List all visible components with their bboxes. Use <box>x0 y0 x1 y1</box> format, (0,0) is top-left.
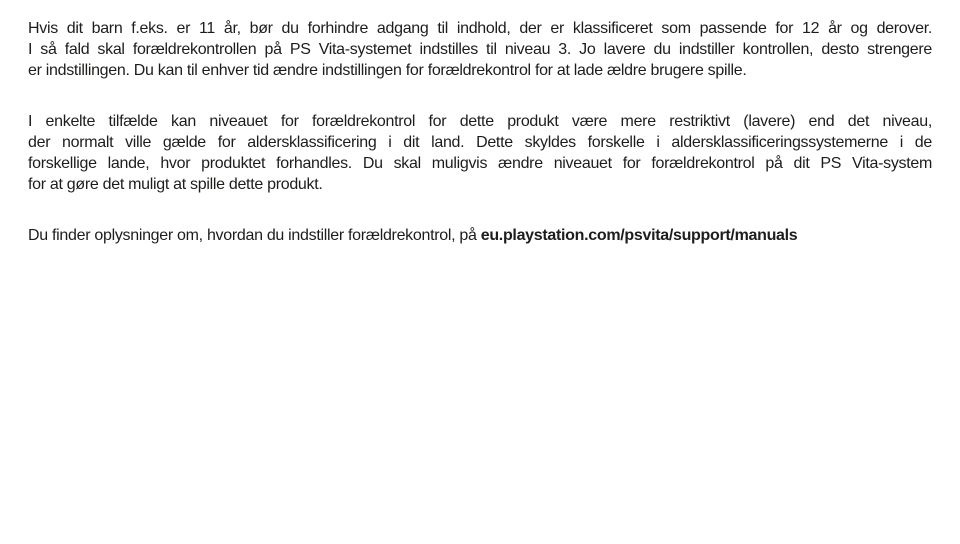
paragraph-rating-example <box>28 18 932 81</box>
text-line: er indstillingen. Du kan til enhver tid ændre indstillingen for forældrekontrol for at lade ældre brugere spille. <box>28 62 747 79</box>
paragraph-rating-differences <box>28 111 932 195</box>
text-line: I så fald skal forældrekontrollen på PS Vita-systemet indstilles til niveau 3. Jo lavere du indstiller kontrollen, desto strengere <box>28 41 932 58</box>
text-line: I enkelte tilfælde kan niveauet for forældrekontrol for dette produkt være mere restriktivt (lavere) end det niveau, <box>28 113 932 130</box>
text-line: forskellige lande, hvor produktet forhandles. Du skal muligvis ændre niveauet for forældrekontrol på dit PS Vita-system <box>28 155 932 172</box>
support-url: eu.playstation.com/psvita/support/manuals <box>480 227 798 244</box>
paragraph-support-info <box>28 225 932 246</box>
text-line: for at gøre det muligt at spille dette produkt. <box>28 176 323 193</box>
text-line: der normalt ville gælde for aldersklassificering i dit land. Dette skyldes forskelle i aldersklassificeringssystemerne i de <box>28 134 932 151</box>
text-line: Hvis dit barn f.eks. er 11 år, bør du forhindre adgang til indhold, der er klassificeret som passende for 12 år og derover. <box>28 20 932 37</box>
support-text: Du finder oplysninger om, hvordan du indstiller forældrekontrol, på <box>28 227 481 244</box>
